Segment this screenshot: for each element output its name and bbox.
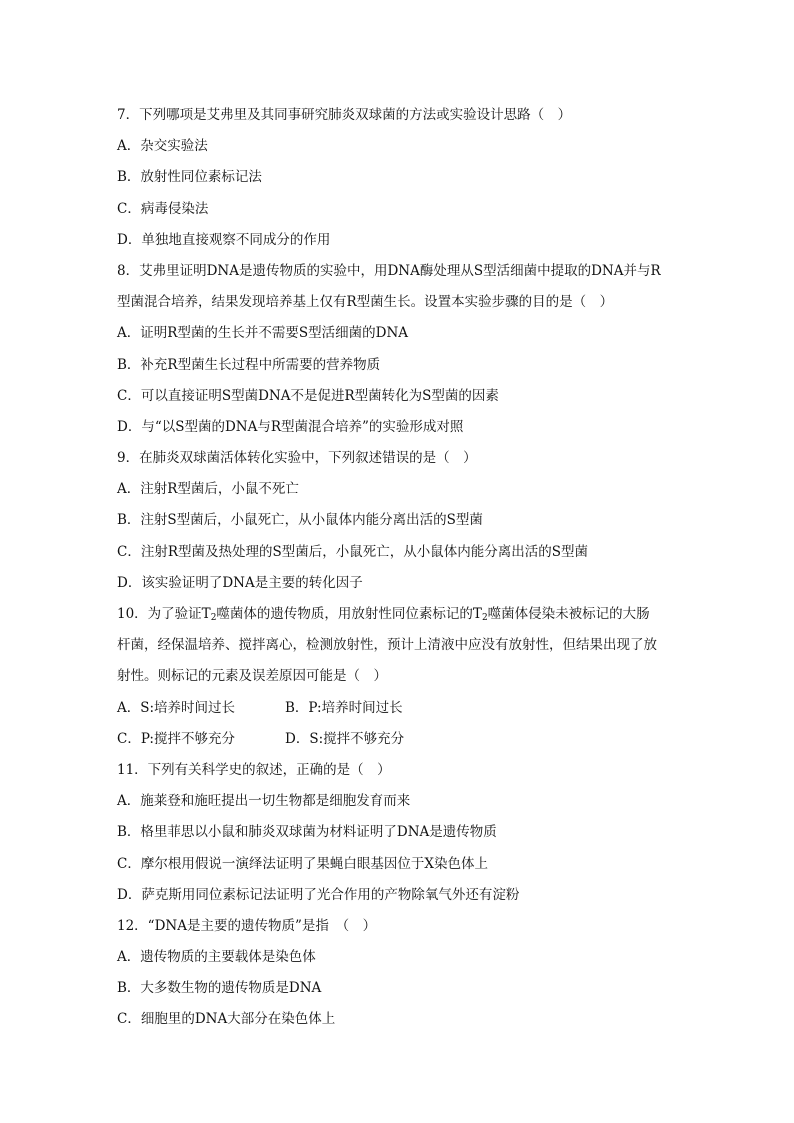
q12-stem: 12．“DNA是主要的遗传物质”是指 （ ） xyxy=(117,917,377,934)
q9-stem: 9．在肺炎双球菌活体转化实验中，下列叙述错误的是（ ） xyxy=(117,450,477,467)
q10-line1-part-b: 噬菌体的遗传物质，用放射性同位素标记的T xyxy=(216,606,482,622)
q11-option-a: A．施莱登和施旺提出一切生物都是细胞发育而来 xyxy=(117,793,411,810)
question-list xyxy=(117,100,687,1036)
q7-option-b: B．放射性同位素标记法 xyxy=(117,169,262,186)
q11-option-b: B．格里菲思以小鼠和肺炎双球菌为材料证明了DNA是遗传物质 xyxy=(117,824,497,841)
q10-option-c: C．P:搅拌不够充分 xyxy=(117,730,235,747)
q10-option-b: B．P:培养时间过长 xyxy=(285,699,403,716)
q8-option-d: D．与“以S型菌的DNA与R型菌混合培养”的实验形成对照 xyxy=(117,418,464,435)
q7-stem: 7．下列哪项是艾弗里及其同事研究肺炎双球菌的方法或实验设计思路（ ） xyxy=(117,107,572,123)
q10-stem-line3: 射性。则标记的元素及误差原因可能是（ ） xyxy=(117,668,387,685)
q10-options-row1 xyxy=(117,693,687,724)
q10-options-row2 xyxy=(117,724,687,755)
q12-option-c: C．细胞里的DNA大部分在染色体上 xyxy=(117,1011,336,1028)
q12-option-a: A．遗传物质的主要载体是染色体 xyxy=(117,949,316,966)
q9-option-b: B．注射S型菌后，小鼠死亡，从小鼠体内能分离出活的S型菌 xyxy=(117,512,483,529)
q8-option-a: A．证明R型菌的生长并不需要S型活细菌的DNA xyxy=(117,325,409,342)
q9-option-a: A．注射R型菌后，小鼠不死亡 xyxy=(117,481,299,498)
q8-option-b: B．补充R型菌生长过程中所需要的营养物质 xyxy=(117,356,381,373)
q11-stem: 11．下列有关科学史的叙述，正确的是（ ） xyxy=(117,761,391,778)
q11-option-d: D．萨克斯用同位素标记法证明了光合作用的产物除氧气外还有淀粉 xyxy=(117,886,520,903)
q7-option-c: C．病毒侵染法 xyxy=(117,200,209,217)
q8-stem-line1: 8．艾弗里证明DNA是遗传物质的实验中，用DNA酶处理从S型活细菌中提取的DNA并与R xyxy=(117,262,661,279)
q7-option-a: A．杂交实验法 xyxy=(117,138,208,155)
q10-line1-part-c: 噬菌体侵染未被标记的大肠 xyxy=(487,606,650,622)
q9-option-d: D．该实验证明了DNA是主要的转化因子 xyxy=(117,574,363,591)
q10-subscript-1: 2 xyxy=(210,613,217,623)
q12-option-b: B．大多数生物的遗传物质是DNA xyxy=(117,980,322,997)
q11-option-c: C．摩尔根用假说一演绎法证明了果蝇白眼基因位于X染色体上 xyxy=(117,855,488,872)
q10-subscript-2: 2 xyxy=(481,613,488,623)
q10-stem-line2: 杆菌，经保温培养、搅拌离心，检测放射性，预计上清液中应没有放射性，但结果出现了放 xyxy=(117,637,657,654)
q10-line1-part-a: 10．为了验证T xyxy=(117,606,211,622)
q10-option-d: D．S:搅拌不够充分 xyxy=(285,730,405,747)
q8-option-c: C．可以直接证明S型菌DNA不是促进R型菌转化为S型菌的因素 xyxy=(117,387,499,404)
q10-option-a: A．S:培养时间过长 xyxy=(117,699,236,716)
q7-option-d: D．单独地直接观察不同成分的作用 xyxy=(117,231,331,248)
q10-stem-line1 xyxy=(117,599,687,630)
q9-option-c: C．注射R型菌及热处理的S型菌后，小鼠死亡，从小鼠体内能分离出活的S型菌 xyxy=(117,543,588,560)
q8-stem-line2: 型菌混合培养，结果发现培养基上仅有R型菌生长。设置本实验步骤的目的是（ ） xyxy=(117,294,614,311)
